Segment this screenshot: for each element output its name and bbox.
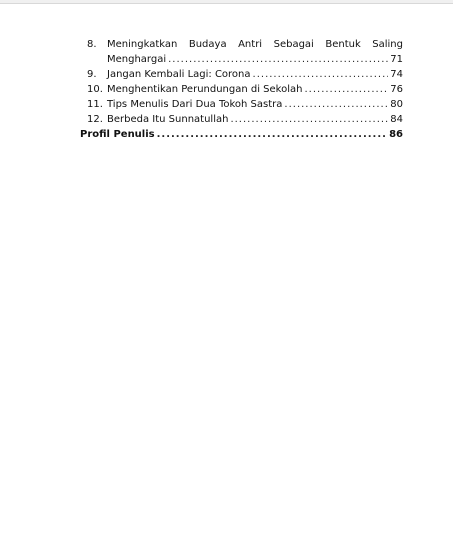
- toc-entry-9[interactable]: [80, 67, 403, 82]
- toc-entry-page: 80: [390, 99, 403, 110]
- dot-leader: [253, 67, 389, 82]
- toc-entry-title-line2: Menghargai: [107, 54, 167, 65]
- dot-leader: [168, 52, 388, 67]
- toc-entry-page: 74: [390, 69, 403, 80]
- toc-entry-12[interactable]: [80, 112, 403, 127]
- toc-entry-title: Profil Penulis: [80, 129, 155, 140]
- table-of-contents: [80, 37, 403, 142]
- toc-entry-title-line1: Meningkatkan Budaya Antri Sebagai Bentuk Saling: [107, 39, 403, 50]
- dot-leader: [230, 112, 388, 127]
- toc-entry-8[interactable]: [80, 37, 403, 67]
- toc-entry-page: 84: [390, 114, 403, 125]
- toc-entry-profil-penulis[interactable]: [80, 127, 403, 142]
- toc-entry-number: 11.: [87, 99, 103, 110]
- toc-entry-title: Berbeda Itu Sunnatullah: [107, 114, 229, 125]
- toc-entry-title: Menghentikan Perundungan di Sekolah: [107, 84, 303, 95]
- toc-entry-title: Tips Menulis Dari Dua Tokoh Sastra: [107, 99, 283, 110]
- toc-entry-title: Jangan Kembali Lagi: Corona: [107, 69, 251, 80]
- dot-leader: [304, 82, 388, 97]
- toc-entry-number: 12.: [87, 114, 103, 125]
- toc-entry-page: 71: [390, 54, 403, 65]
- toc-entry-page: 86: [389, 129, 403, 140]
- dot-leader: [284, 97, 388, 112]
- toc-entry-number: 10.: [87, 84, 103, 95]
- toc-entry-10[interactable]: [80, 82, 403, 97]
- dot-leader: [157, 127, 387, 142]
- toc-entry-number: 8.: [87, 39, 97, 50]
- toc-entry-11[interactable]: [80, 97, 403, 112]
- toc-entry-page: 76: [390, 84, 403, 95]
- toc-entry-number: 9.: [87, 69, 97, 80]
- document-page: [0, 3, 453, 560]
